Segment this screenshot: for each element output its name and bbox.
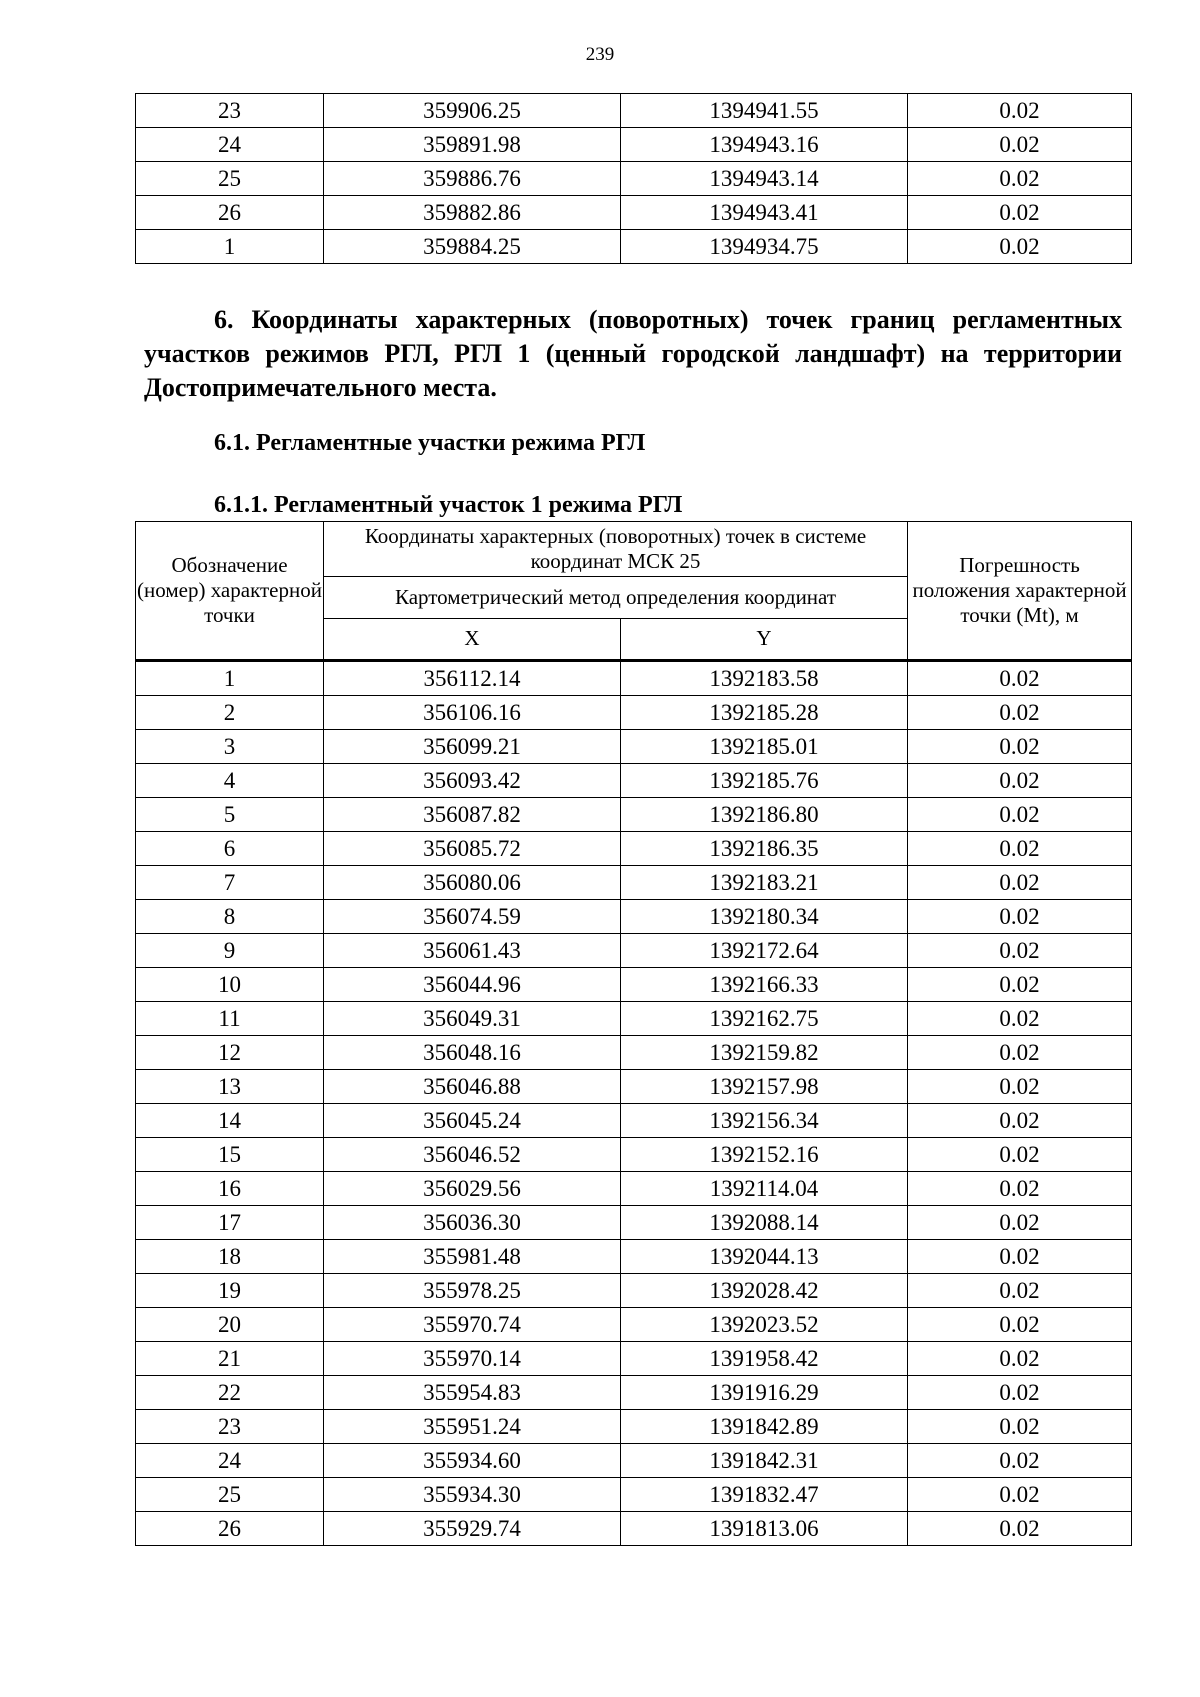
point-number-cell: 2	[136, 696, 324, 730]
y-coordinate-cell: 1394943.14	[621, 162, 908, 196]
accuracy-cell: 0.02	[908, 196, 1132, 230]
x-coordinate-cell: 359884.25	[324, 230, 621, 264]
y-coordinate-cell: 1392185.01	[621, 730, 908, 764]
x-coordinate-cell: 359886.76	[324, 162, 621, 196]
top-coordinates-table	[135, 93, 1132, 264]
table-row	[136, 764, 1132, 798]
accuracy-cell: 0.02	[908, 94, 1132, 128]
y-coordinate-cell: 1392028.42	[621, 1274, 908, 1308]
subsection-title: 6.1. Регламентные участки режима РГЛ	[214, 430, 646, 456]
table-row	[136, 1104, 1132, 1138]
y-coordinate-cell: 1392180.34	[621, 900, 908, 934]
x-coordinate-cell: 356048.16	[324, 1036, 621, 1070]
accuracy-cell: 0.02	[908, 1206, 1132, 1240]
y-coordinate-cell: 1392162.75	[621, 1002, 908, 1036]
accuracy-cell: 0.02	[908, 730, 1132, 764]
y-coordinate-cell: 1394934.75	[621, 230, 908, 264]
main-table-header	[136, 522, 1132, 661]
accuracy-cell: 0.02	[908, 1512, 1132, 1546]
accuracy-cell: 0.02	[908, 832, 1132, 866]
point-number-cell: 23	[136, 1410, 324, 1444]
y-coordinate-cell: 1394943.41	[621, 196, 908, 230]
y-coordinate-cell: 1391813.06	[621, 1512, 908, 1546]
x-coordinate-cell: 356074.59	[324, 900, 621, 934]
table-row	[136, 162, 1132, 196]
y-coordinate-cell: 1391842.89	[621, 1410, 908, 1444]
table-row	[136, 1070, 1132, 1104]
accuracy-cell: 0.02	[908, 1240, 1132, 1274]
x-coordinate-cell: 356106.16	[324, 696, 621, 730]
y-coordinate-cell: 1392088.14	[621, 1206, 908, 1240]
y-coordinate-cell: 1391958.42	[621, 1342, 908, 1376]
accuracy-cell: 0.02	[908, 230, 1132, 264]
accuracy-cell: 0.02	[908, 1036, 1132, 1070]
y-coordinate-cell: 1391916.29	[621, 1376, 908, 1410]
point-number-cell: 11	[136, 1002, 324, 1036]
accuracy-cell: 0.02	[908, 1478, 1132, 1512]
table-row	[136, 1138, 1132, 1172]
y-coordinate-cell: 1392186.80	[621, 798, 908, 832]
x-coordinate-cell: 356045.24	[324, 1104, 621, 1138]
x-coordinate-cell: 356112.14	[324, 661, 621, 696]
table-row	[136, 1206, 1132, 1240]
point-number-cell: 20	[136, 1308, 324, 1342]
table-row	[136, 94, 1132, 128]
table-row	[136, 1240, 1132, 1274]
y-coordinate-cell: 1392185.28	[621, 696, 908, 730]
x-coordinate-cell: 356046.88	[324, 1070, 621, 1104]
table-row	[136, 866, 1132, 900]
y-coordinate-cell: 1392183.21	[621, 866, 908, 900]
table-row	[136, 1036, 1132, 1070]
point-number-cell: 5	[136, 798, 324, 832]
point-number-cell: 19	[136, 1274, 324, 1308]
x-coordinate-cell: 359891.98	[324, 128, 621, 162]
x-coordinate-cell: 356049.31	[324, 1002, 621, 1036]
accuracy-cell: 0.02	[908, 900, 1132, 934]
table-row	[136, 1478, 1132, 1512]
top-table-body	[136, 94, 1132, 264]
x-coordinate-cell: 356046.52	[324, 1138, 621, 1172]
y-coordinate-cell: 1392172.64	[621, 934, 908, 968]
point-number-cell: 26	[136, 1512, 324, 1546]
table-row	[136, 730, 1132, 764]
point-number-cell: 17	[136, 1206, 324, 1240]
x-coordinate-cell: 359906.25	[324, 94, 621, 128]
point-number-cell: 3	[136, 730, 324, 764]
point-number-cell: 25	[136, 162, 324, 196]
accuracy-cell: 0.02	[908, 1172, 1132, 1206]
table-row	[136, 230, 1132, 264]
header-method: Картометрический метод определения координат	[324, 577, 908, 619]
x-coordinate-cell: 356029.56	[324, 1172, 621, 1206]
header-y: Y	[621, 619, 908, 661]
table-row	[136, 968, 1132, 1002]
table-row	[136, 1172, 1132, 1206]
point-number-cell: 23	[136, 94, 324, 128]
point-number-cell: 1	[136, 661, 324, 696]
accuracy-cell: 0.02	[908, 1376, 1132, 1410]
y-coordinate-cell: 1392156.34	[621, 1104, 908, 1138]
point-number-cell: 26	[136, 196, 324, 230]
point-number-cell: 7	[136, 866, 324, 900]
y-coordinate-cell: 1392186.35	[621, 832, 908, 866]
x-coordinate-cell: 356099.21	[324, 730, 621, 764]
y-coordinate-cell: 1392159.82	[621, 1036, 908, 1070]
table-row	[136, 1444, 1132, 1478]
accuracy-cell: 0.02	[908, 764, 1132, 798]
table-row	[136, 1376, 1132, 1410]
point-number-cell: 1	[136, 230, 324, 264]
point-number-cell: 21	[136, 1342, 324, 1376]
y-coordinate-cell: 1392114.04	[621, 1172, 908, 1206]
header-point-designation: Обозначение (номер) характерной точки	[136, 522, 324, 661]
y-coordinate-cell: 1392044.13	[621, 1240, 908, 1274]
x-coordinate-cell: 355929.74	[324, 1512, 621, 1546]
y-coordinate-cell: 1392166.33	[621, 968, 908, 1002]
accuracy-cell: 0.02	[908, 1444, 1132, 1478]
y-coordinate-cell: 1392023.52	[621, 1308, 908, 1342]
point-number-cell: 9	[136, 934, 324, 968]
accuracy-cell: 0.02	[908, 661, 1132, 696]
x-coordinate-cell: 359882.86	[324, 196, 621, 230]
table-row	[136, 1410, 1132, 1444]
x-coordinate-cell: 355970.74	[324, 1308, 621, 1342]
main-table-body	[136, 661, 1132, 1546]
point-number-cell: 10	[136, 968, 324, 1002]
point-number-cell: 6	[136, 832, 324, 866]
main-coordinates-table	[135, 521, 1132, 1546]
point-number-cell: 24	[136, 128, 324, 162]
y-coordinate-cell: 1391832.47	[621, 1478, 908, 1512]
section-heading	[144, 303, 1122, 405]
accuracy-cell: 0.02	[908, 1138, 1132, 1172]
accuracy-cell: 0.02	[908, 1104, 1132, 1138]
point-number-cell: 13	[136, 1070, 324, 1104]
section-title: Координаты характерных (поворотных) точек границ регламентных участков режимов РГЛ, РГЛ 1 (ценный городской ландшафт) на территории Достопримечательного места.	[144, 305, 1122, 402]
accuracy-cell: 0.02	[908, 1274, 1132, 1308]
x-coordinate-cell: 355970.14	[324, 1342, 621, 1376]
table-row	[136, 1342, 1132, 1376]
table-row	[136, 798, 1132, 832]
header-accuracy: Погрешность положения характерной точки (Mt), м	[908, 522, 1132, 661]
x-coordinate-cell: 355981.48	[324, 1240, 621, 1274]
point-number-cell: 22	[136, 1376, 324, 1410]
accuracy-cell: 0.02	[908, 696, 1132, 730]
point-number-cell: 4	[136, 764, 324, 798]
header-coordinates-title: Координаты характерных (поворотных) точек в системе координат МСК 25	[324, 522, 908, 577]
x-coordinate-cell: 356061.43	[324, 934, 621, 968]
accuracy-cell: 0.02	[908, 1410, 1132, 1444]
header-x: X	[324, 619, 621, 661]
table-row	[136, 1308, 1132, 1342]
accuracy-cell: 0.02	[908, 798, 1132, 832]
section-number: 6.	[214, 305, 234, 334]
x-coordinate-cell: 356085.72	[324, 832, 621, 866]
x-coordinate-cell: 356080.06	[324, 866, 621, 900]
point-number-cell: 24	[136, 1444, 324, 1478]
table-row	[136, 900, 1132, 934]
point-number-cell: 15	[136, 1138, 324, 1172]
y-coordinate-cell: 1392183.58	[621, 661, 908, 696]
y-coordinate-cell: 1394943.16	[621, 128, 908, 162]
subsubsection-title: 6.1.1. Регламентный участок 1 режима РГЛ	[214, 492, 683, 518]
table-row	[136, 934, 1132, 968]
x-coordinate-cell: 356093.42	[324, 764, 621, 798]
point-number-cell: 8	[136, 900, 324, 934]
table-row	[136, 1002, 1132, 1036]
y-coordinate-cell: 1392157.98	[621, 1070, 908, 1104]
accuracy-cell: 0.02	[908, 128, 1132, 162]
accuracy-cell: 0.02	[908, 1308, 1132, 1342]
accuracy-cell: 0.02	[908, 1342, 1132, 1376]
x-coordinate-cell: 355978.25	[324, 1274, 621, 1308]
x-coordinate-cell: 356044.96	[324, 968, 621, 1002]
point-number-cell: 18	[136, 1240, 324, 1274]
point-number-cell: 16	[136, 1172, 324, 1206]
y-coordinate-cell: 1391842.31	[621, 1444, 908, 1478]
x-coordinate-cell: 355934.60	[324, 1444, 621, 1478]
table-row	[136, 696, 1132, 730]
table-row	[136, 661, 1132, 696]
table-row	[136, 832, 1132, 866]
accuracy-cell: 0.02	[908, 968, 1132, 1002]
x-coordinate-cell: 355934.30	[324, 1478, 621, 1512]
point-number-cell: 14	[136, 1104, 324, 1138]
page-number: 239	[585, 44, 615, 65]
accuracy-cell: 0.02	[908, 866, 1132, 900]
table-row	[136, 196, 1132, 230]
table-row	[136, 1274, 1132, 1308]
x-coordinate-cell: 355954.83	[324, 1376, 621, 1410]
y-coordinate-cell: 1392185.76	[621, 764, 908, 798]
accuracy-cell: 0.02	[908, 1002, 1132, 1036]
table-row	[136, 1512, 1132, 1546]
y-coordinate-cell: 1394941.55	[621, 94, 908, 128]
point-number-cell: 25	[136, 1478, 324, 1512]
x-coordinate-cell: 355951.24	[324, 1410, 621, 1444]
x-coordinate-cell: 356036.30	[324, 1206, 621, 1240]
accuracy-cell: 0.02	[908, 1070, 1132, 1104]
table-row	[136, 128, 1132, 162]
accuracy-cell: 0.02	[908, 162, 1132, 196]
accuracy-cell: 0.02	[908, 934, 1132, 968]
y-coordinate-cell: 1392152.16	[621, 1138, 908, 1172]
x-coordinate-cell: 356087.82	[324, 798, 621, 832]
point-number-cell: 12	[136, 1036, 324, 1070]
